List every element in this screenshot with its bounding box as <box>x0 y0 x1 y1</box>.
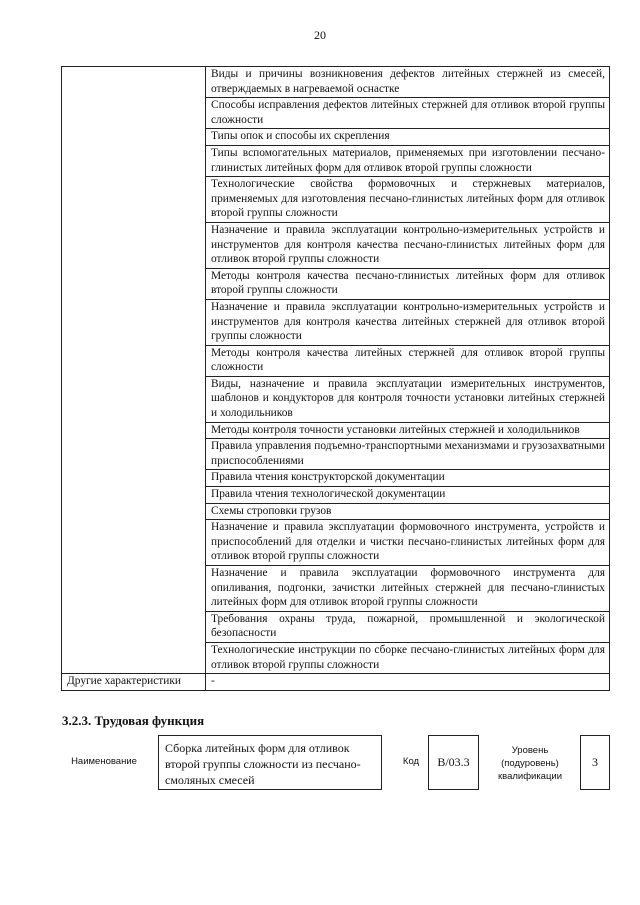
qualification-level-box: 3 <box>580 735 610 790</box>
knowledge-item: Требования охраны труда, пожарной, промышленной и экологической безопасности <box>206 611 610 642</box>
knowledge-item: Методы контроля точности установки литейных стержней и холодильников <box>206 422 610 439</box>
qualification-level-label: Уровень (подуровень) квалификации <box>497 745 563 782</box>
function-code-box: B/03.3 <box>428 735 479 790</box>
table-row <box>62 67 610 98</box>
knowledge-item: Назначение и правила эксплуатации формовочного инструмента, устройств и приспособлений для отделки и чистки песчано-глинистых литейных форм для отливок второй группы сложности <box>206 520 610 566</box>
knowledge-item: Виды и причины возникновения дефектов литейных стержней из смесей, отверждаемых в нагреваемой оснастке <box>206 67 610 98</box>
knowledge-item: Виды, назначение и правила эксплуатации измерительных инструментов, шаблонов и кондукторов для контроля точности установки литейных стержней и холодильников <box>206 376 610 422</box>
knowledge-item: Методы контроля качества песчано-глинистых литейных форм для отливок второй группы сложности <box>206 268 610 299</box>
knowledge-item: Правила чтения технологической документации <box>206 487 610 504</box>
other-characteristics-value: - <box>206 674 610 691</box>
other-characteristics-label: Другие характеристики <box>62 674 206 691</box>
page-number: 20 <box>314 28 326 42</box>
knowledge-item: Правила управления подъемно-транспортными механизмами и грузозахватными приспособлениями <box>206 439 610 470</box>
knowledge-item: Способы исправления дефектов литейных стержней для отливок второй группы сложности <box>206 98 610 129</box>
code-label: Код <box>402 756 420 767</box>
knowledge-item: Типы опок и способы их скрепления <box>206 129 610 146</box>
required-knowledge-cell <box>62 67 206 674</box>
knowledge-item: Назначение и правила эксплуатации контрольно-измерительных устройств и инструментов для контроля качества литейных стержней для отливок второй группы сложности <box>206 299 610 345</box>
knowledge-item: Типы вспомогательных материалов, применяемых при изготовлении песчано-глинистых литейных форм для отливок второй группы сложности <box>206 145 610 176</box>
knowledge-item: Методы контроля качества литейных стержней для отливок второй группы сложности <box>206 345 610 376</box>
other-characteristics-row <box>62 674 610 691</box>
knowledge-table <box>61 66 610 691</box>
knowledge-item: Правила чтения конструкторской документации <box>206 470 610 487</box>
knowledge-item: Назначение и правила эксплуатации формовочного инструмента для опиливания, подгонки, зачистки литейных стержней для песчано-глинистых литейных форм для отливок второй группы сложности <box>206 566 610 612</box>
knowledge-item: Технологические свойства формовочных и стержневых материалов, применяемых для изготовления песчано-глинистых литейных форм для отливок второй группы сложности <box>206 177 610 223</box>
knowledge-item: Назначение и правила эксплуатации контрольно-измерительных устройств и инструментов для контроля качества песчано-глинистых литейных форм для отливок второй группы сложности <box>206 222 610 268</box>
knowledge-item: Технологические инструкции по сборке песчано-глинистых литейных форм для отливок второй группы сложности <box>206 642 610 673</box>
function-name-box: Сборка литейных форм для отливок второй группы сложности из песчано-смоляных смесей <box>158 735 382 790</box>
knowledge-item: Схемы строповки грузов <box>206 503 610 520</box>
section-heading: 3.2.3. Трудовая функция <box>62 713 205 728</box>
name-label: Наименование <box>71 756 137 767</box>
